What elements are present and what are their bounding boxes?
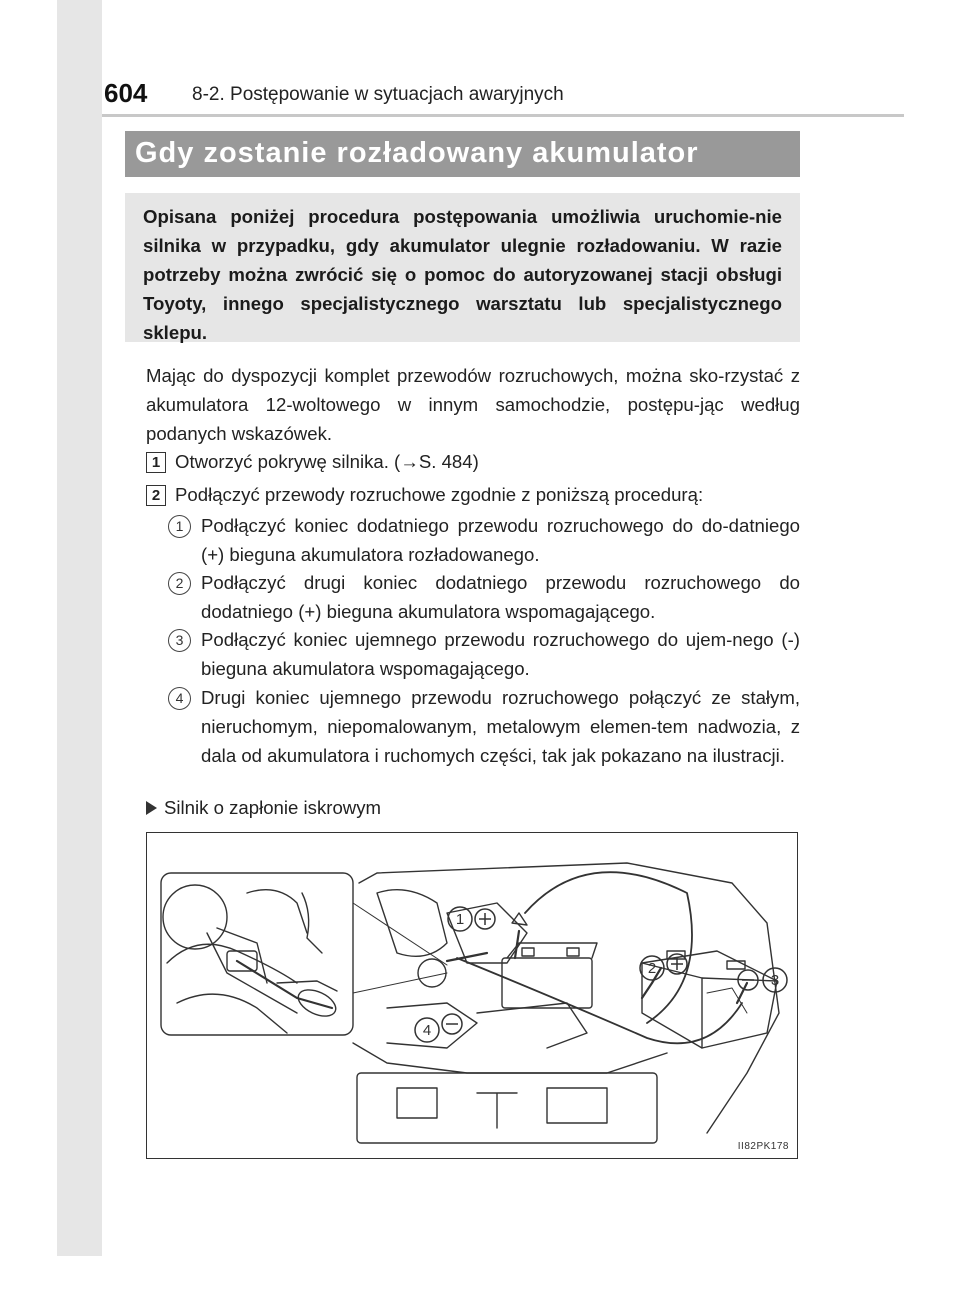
body-paragraph: Mając do dyspozycji komplet przewodów rozruchowych, można sko-rzystać z akumulatora 12-woltowego w innym samochodzie, postępu-jąc według podanych wskazówek. bbox=[146, 365, 800, 444]
section-title: Gdy zostanie rozładowany akumulator bbox=[125, 131, 800, 177]
intro-text: Opisana poniżej procedura postępowania umożliwia uruchomie-nie silnika w przypadku, gdy akumulator ulegnie rozładowaniu. W razie potrzeby można zwrócić się o pomoc do autoryzowanej stacji obsługi Toyoty, innego specjalistycznego warsztatu lub specjalistycznego sklepu. bbox=[143, 206, 782, 343]
substep-number: 4 bbox=[168, 687, 191, 710]
callout-1-label: 1 bbox=[455, 911, 465, 928]
bullet-text: Silnik o zapłonie iskrowym bbox=[164, 797, 382, 818]
step-number: 1 bbox=[146, 452, 166, 473]
substep-1 bbox=[168, 511, 800, 569]
step-2 bbox=[146, 480, 703, 509]
substep-number: 2 bbox=[168, 572, 191, 595]
substep-text: Podłączyć koniec ujemnego przewodu rozruchowego do ujem-nego (-) bieguna akumulatora wspomagającego. bbox=[201, 629, 800, 679]
page-number: 604 bbox=[104, 78, 148, 108]
callout-4-label: 4 bbox=[422, 1022, 432, 1039]
step-text: Otworzyć pokrywę silnika. (→S. 484) bbox=[175, 451, 479, 472]
substep-text: Drugi koniec ujemnego przewodu rozruchowego połączyć ze stałym, nieruchomym, niepomalowanym, metalowym elemen-tem nadwozia, z dala od akumulatora i ruchomych części, tak jak pokazano na ilustracji. bbox=[201, 687, 800, 766]
step-1 bbox=[146, 447, 479, 476]
step-text: Podłączyć przewody rozruchowe zgodnie z poniższą procedurą: bbox=[175, 484, 704, 505]
substep-number: 3 bbox=[168, 629, 191, 652]
intro-box bbox=[125, 193, 800, 342]
substep-4 bbox=[168, 683, 800, 770]
figure-id: II82PK178 bbox=[737, 1141, 789, 1152]
engine-bay-drawing bbox=[147, 833, 796, 1157]
header-rule bbox=[102, 114, 904, 117]
substep-text: Podłączyć drugi koniec dodatniego przewodu rozruchowego do dodatniego (+) bieguna akumulatora wspomagającego. bbox=[201, 572, 800, 622]
substep-text: Podłączyć koniec dodatniego przewodu rozruchowego do do-datniego (+) bieguna akumulatora rozładowanego. bbox=[201, 515, 800, 565]
step-number: 2 bbox=[146, 485, 166, 506]
jump-start-illustration bbox=[146, 832, 798, 1159]
callout-3-label: 3 bbox=[770, 972, 780, 989]
callout-2-label: 2 bbox=[647, 960, 657, 977]
page-gutter bbox=[57, 0, 102, 1256]
substep-2 bbox=[168, 568, 800, 626]
substep-3 bbox=[168, 625, 800, 683]
substep-number: 1 bbox=[168, 515, 191, 538]
triangle-bullet-icon bbox=[146, 801, 157, 815]
chapter-heading: 8-2. Postępowanie w sytuacjach awaryjnych bbox=[192, 84, 564, 105]
bullet-heading bbox=[146, 793, 381, 822]
